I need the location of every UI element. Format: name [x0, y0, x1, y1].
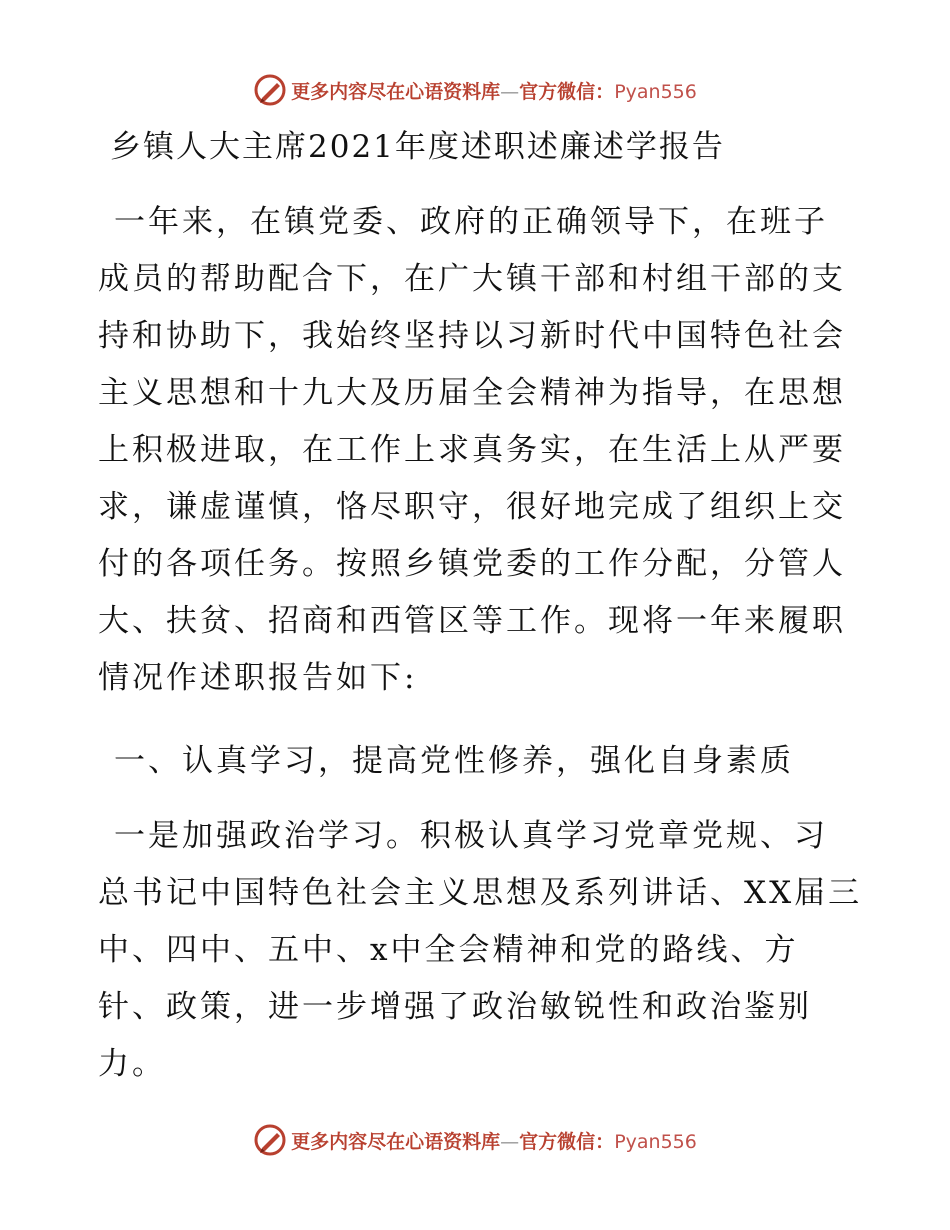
top-watermark-banner: [0, 70, 950, 110]
paragraph-line: 情况作述职报告如下:: [98, 660, 418, 696]
watermark-main-text: 更多内容尽在心语资料库: [291, 1130, 501, 1153]
watermark-wechat-label: 官方微信：: [519, 1130, 615, 1153]
paragraph-line: 付的各项任务。按照乡镇党委的工作分配，分管人: [98, 546, 846, 582]
pen-logo-icon: [253, 73, 287, 107]
paragraph-line: 力。: [98, 1046, 166, 1082]
paragraph-line: 成员的帮助配合下，在广大镇干部和村组干部的支: [98, 261, 846, 297]
bottom-watermark-banner: [0, 1120, 950, 1160]
paragraph-line: 求，谦虚谨慎，恪尽职守，很好地完成了组织上交: [98, 489, 846, 525]
paragraph-line: 一年来，在镇党委、政府的正确领导下，在班子: [114, 204, 828, 240]
paragraph-line: 主义思想和十九大及历届全会精神为指导，在思想: [98, 375, 846, 411]
pen-logo-icon: [253, 1123, 287, 1157]
paragraph-line: 总书记中国特色社会主义思想及系列讲话、XX届三: [98, 875, 863, 911]
paragraph-line: 一是加强政治学习。积极认真学习党章党规、习: [114, 818, 828, 854]
paragraph-line: 上积极进取，在工作上求真务实，在生活上从严要: [98, 432, 846, 468]
paragraph-line: 大、扶贫、招商和西管区等工作。现将一年来履职: [98, 603, 846, 639]
paragraph-line: 中、四中、五中、x中全会精神和党的路线、方: [98, 932, 799, 968]
watermark-separator: —: [500, 1130, 520, 1153]
watermark-main-text: 更多内容尽在心语资料库: [291, 80, 501, 103]
watermark-wechat-id: Pyan556: [614, 80, 697, 103]
document-title: 乡镇人大主席2021年度述职述廉述学报告: [110, 129, 725, 165]
section-heading: 一、认真学习，提高党性修养，强化自身素质: [114, 743, 794, 779]
paragraph-line: 持和协助下，我始终坚持以习新时代中国特色社会: [98, 318, 846, 354]
watermark-wechat-label: 官方微信：: [519, 80, 615, 103]
paragraph-line: 针、政策，进一步增强了政治敏锐性和政治鉴别: [98, 989, 812, 1025]
watermark-wechat-id: Pyan556: [614, 1130, 697, 1153]
watermark-separator: —: [500, 80, 520, 103]
